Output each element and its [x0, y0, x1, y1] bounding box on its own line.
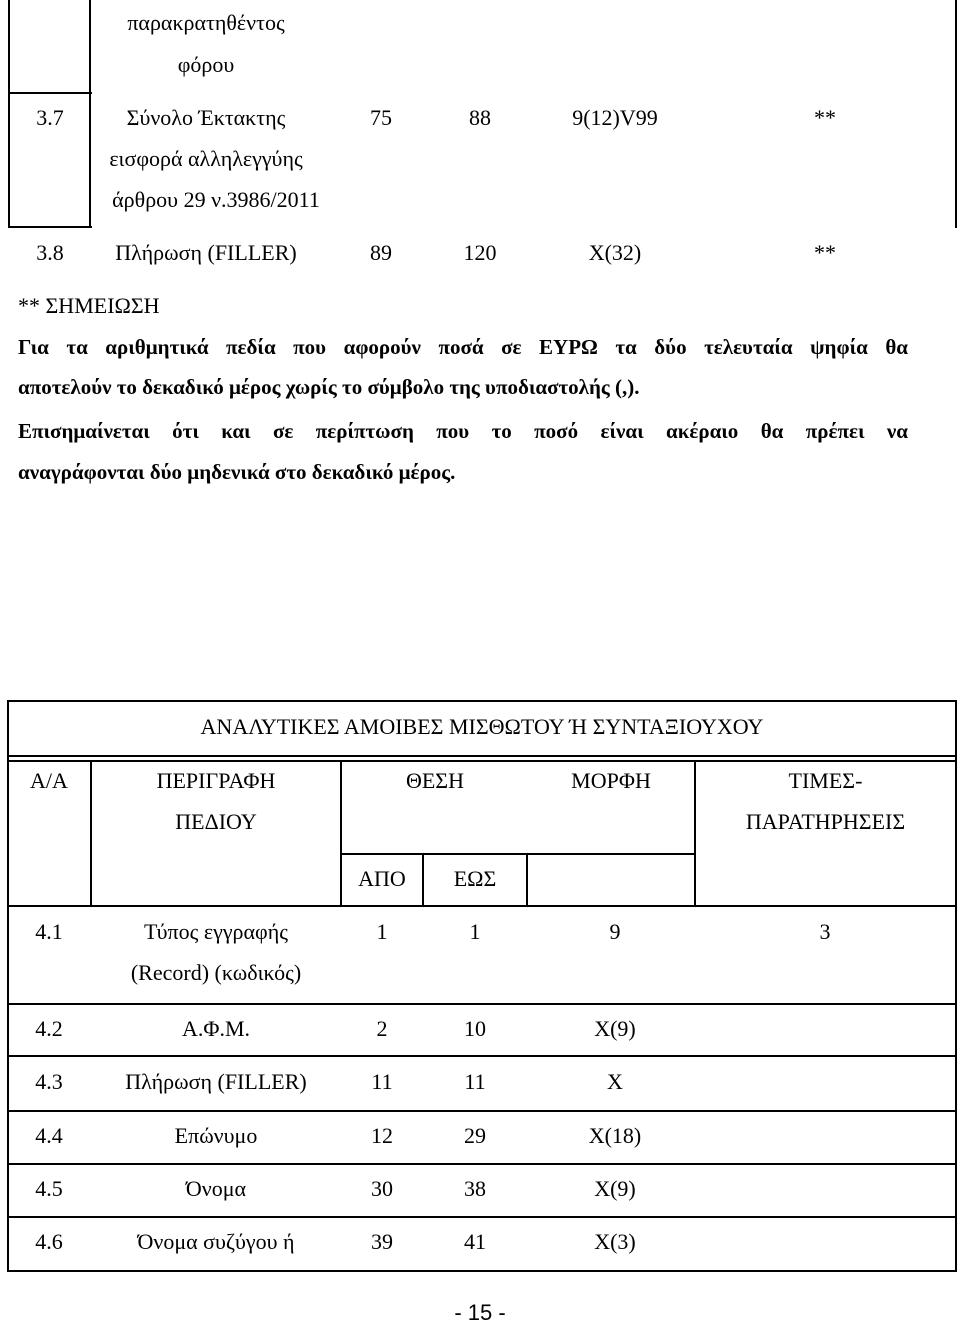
- main-table-border-bottom: [7, 1270, 957, 1272]
- row-morfi: X(3): [594, 1229, 636, 1254]
- header-aa: Α/Α: [30, 768, 68, 793]
- main-table-row-line: [7, 760, 957, 762]
- header-desc: ΠΕΡΙΓΡΑΦΗ: [156, 768, 276, 793]
- main-table-row-line: [7, 1003, 957, 1005]
- top-row-desc-line: φόρου: [177, 52, 235, 77]
- row-desc-line: (Record) (κωδικός): [130, 960, 302, 985]
- row-apo: 2: [376, 1016, 388, 1041]
- row-apo: 11: [371, 1069, 393, 1094]
- row-eos: 38: [464, 1176, 486, 1201]
- row-apo: 12: [371, 1123, 393, 1148]
- top-row-aa: 3.7: [36, 105, 64, 130]
- row-morfi: 9: [609, 919, 621, 944]
- top-row-times: **: [814, 105, 836, 130]
- row-morfi: X: [607, 1069, 623, 1094]
- top-row-desc-line: Σύνολο Έκτακτης: [126, 105, 286, 130]
- top-table-row-line: [8, 92, 92, 94]
- header-times: ΤΙΜΕΣ-: [788, 768, 863, 793]
- row-desc-line: Όνομα συζύγου ή: [137, 1229, 295, 1254]
- row-desc-line: Όνομα: [185, 1176, 247, 1201]
- header-morfi: ΜΟΡΦΗ: [571, 768, 651, 793]
- top-table-row-line: [8, 226, 92, 228]
- row-aa: 4.4: [35, 1123, 63, 1148]
- header-desc: ΠΕΔΙΟΥ: [175, 809, 257, 834]
- row-morfi: X(18): [588, 1123, 642, 1148]
- row-aa: 4.6: [35, 1229, 63, 1254]
- row-morfi: X(9): [594, 1016, 636, 1041]
- top-row-apo: 75: [370, 105, 392, 130]
- header-thesi: ΘΕΣΗ: [405, 768, 465, 793]
- top-row-apo: 89: [370, 240, 392, 265]
- row-times: 3: [819, 919, 831, 944]
- top-row-morfi: 9(12)V99: [572, 105, 658, 130]
- main-table-row-line: [7, 1216, 957, 1218]
- row-eos: 1: [469, 919, 481, 944]
- top-row-desc-line: παρακρατηθέντος: [127, 10, 285, 35]
- row-apo: 39: [371, 1229, 393, 1254]
- row-apo: 1: [376, 919, 388, 944]
- row-eos: 41: [464, 1229, 486, 1254]
- top-row-desc-line: άρθρου 29 ν.3986/2011: [112, 187, 320, 212]
- row-aa: 4.1: [35, 919, 63, 944]
- main-table-col-divider: [526, 853, 528, 907]
- top-row-eos: 88: [469, 105, 491, 130]
- row-aa: 4.5: [35, 1176, 63, 1201]
- header-apo: ΑΠΟ: [358, 866, 406, 891]
- note-line: αναγράφονται δύο μηδενικά στο δεκαδικό μέρος.: [18, 460, 456, 484]
- top-row-desc-line: Πλήρωση (FILLER): [115, 240, 297, 265]
- row-morfi: X(9): [594, 1176, 636, 1201]
- top-row-morfi: X(32): [588, 240, 642, 265]
- main-table-row-line: [7, 905, 957, 907]
- row-desc-line: Τύπος εγγραφής: [144, 919, 288, 944]
- main-table-title: ΑΝΑΛΥΤΙΚΕΣ ΑΜΟΙΒΕΣ ΜΙΣΘΩΤΟΥ Ή ΣΥΝΤΑΞΙΟΥΧΟΥ: [200, 714, 764, 739]
- header-times: ΠΑΡΑΤΗΡΗΣΕΙΣ: [745, 809, 906, 834]
- note-heading: ** ΣΗΜΕΙΩΣΗ: [18, 293, 160, 318]
- note-line: Επισημαίνεται ότι και σε περίπτωση που το ποσό είναι ακέραιο θα πρέπει να: [18, 419, 908, 443]
- row-desc-line: Επώνυμο: [174, 1123, 258, 1148]
- page-number: - 15 -: [454, 1300, 506, 1325]
- row-eos: 10: [464, 1016, 486, 1041]
- row-apo: 30: [371, 1176, 393, 1201]
- main-table-row-line: [7, 1163, 957, 1165]
- top-row-desc-line: εισφορά αλληλεγγύης: [109, 146, 303, 171]
- main-table-row-line: [7, 755, 957, 757]
- main-table-border-top: [7, 700, 957, 702]
- row-aa: 4.2: [35, 1016, 63, 1041]
- row-eos: 29: [464, 1123, 486, 1148]
- note-line: αποτελούν το δεκαδικό μέρος χωρίς το σύμβολο της υποδιαστολής (,).: [18, 375, 640, 399]
- header-eos: ΕΩΣ: [453, 866, 497, 891]
- main-table-row-line: [7, 1055, 957, 1057]
- top-row-times: **: [814, 240, 836, 265]
- main-table-border-right: [955, 700, 957, 1272]
- row-eos: 11: [464, 1069, 486, 1094]
- row-aa: 4.3: [35, 1069, 63, 1094]
- main-table-row-line: [7, 1110, 957, 1112]
- main-table-row-line: [340, 853, 696, 855]
- row-desc-line: Α.Φ.Μ.: [181, 1016, 251, 1041]
- top-row-eos: 120: [463, 240, 497, 265]
- top-row-aa: 3.8: [36, 240, 64, 265]
- top-table-border-right: [955, 0, 957, 228]
- note-line: Για τα αριθμητικά πεδία που αφορούν ποσά σε ΕΥΡΩ τα δύο τελευταία ψηφία θα: [18, 335, 908, 359]
- row-desc-line: Πλήρωση (FILLER): [125, 1069, 307, 1094]
